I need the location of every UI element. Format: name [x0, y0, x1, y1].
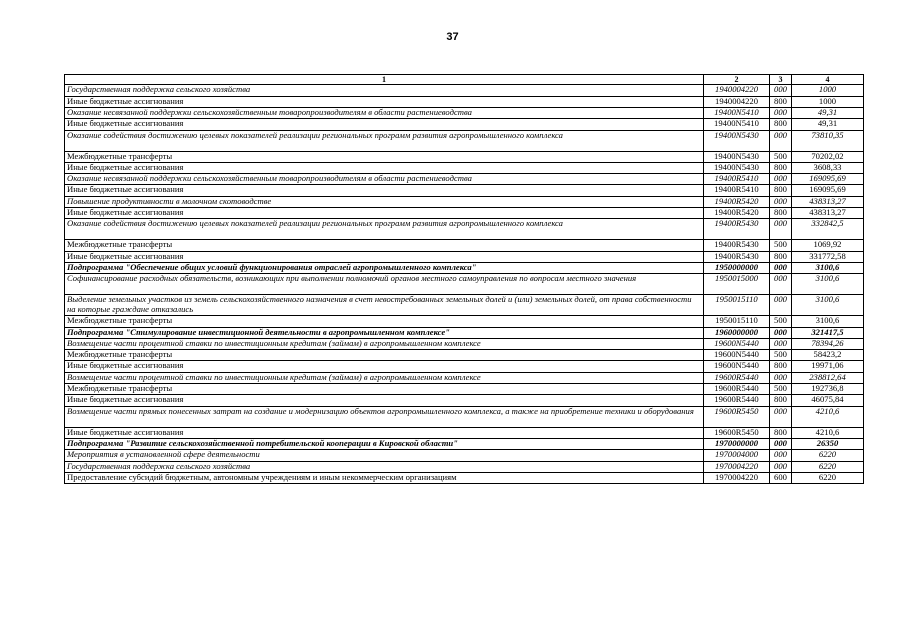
- table-row: [65, 185, 864, 196]
- row-expense-type: 600: [770, 472, 792, 483]
- table-row: [65, 406, 864, 427]
- row-name: Иные бюджетные ассигнования: [65, 395, 704, 406]
- table-row: [65, 251, 864, 262]
- row-expense-type: 000: [770, 406, 792, 427]
- row-amount: 4210,6: [792, 406, 864, 427]
- row-code: 19400R5420: [704, 208, 770, 219]
- row-code: 19600R5440: [704, 384, 770, 395]
- row-expense-type: 500: [770, 316, 792, 327]
- row-amount: 3608,33: [792, 162, 864, 173]
- row-code: 1950015000: [704, 274, 770, 295]
- row-code: 1970004220: [704, 472, 770, 483]
- row-expense-type: 000: [770, 262, 792, 273]
- row-name: Возмещение части процентной ставки по инвестиционным кредитам (займам) в агропромышленном комплексе: [65, 372, 704, 383]
- row-code: 19400N5410: [704, 108, 770, 119]
- row-amount: 3100,6: [792, 262, 864, 273]
- row-name: Повышение продуктивности в молочном скотоводстве: [65, 196, 704, 207]
- row-amount: 438313,27: [792, 196, 864, 207]
- row-amount: 3100,6: [792, 316, 864, 327]
- page-number: 37: [446, 31, 459, 43]
- table-row: [65, 119, 864, 130]
- row-name: Иные бюджетные ассигнования: [65, 427, 704, 438]
- row-name: Иные бюджетные ассигнования: [65, 208, 704, 219]
- row-name: Предоставление субсидий бюджетным, автономным учреждениям и иным некоммерческим организациям: [65, 472, 704, 483]
- table-row: [65, 472, 864, 483]
- table-row: [65, 295, 864, 316]
- row-code: 19600R5450: [704, 406, 770, 427]
- row-name: Оказание несвязанной поддержки сельскохозяйственным товаропроизводителям в области растениеводства: [65, 108, 704, 119]
- table-row: [65, 450, 864, 461]
- row-name: Межбюджетные трансферты: [65, 151, 704, 162]
- row-amount: 49,31: [792, 119, 864, 130]
- row-expense-type: 000: [770, 338, 792, 349]
- row-code: 19600N5440: [704, 338, 770, 349]
- row-amount: 6220: [792, 461, 864, 472]
- row-amount: 3100,6: [792, 295, 864, 316]
- table-header-row: [65, 75, 864, 85]
- table-row: [65, 361, 864, 372]
- table-row: [65, 262, 864, 273]
- row-name: Оказание несвязанной поддержки сельскохозяйственным товаропроизводителям в области растениеводства: [65, 174, 704, 185]
- table-row: [65, 85, 864, 96]
- row-name: Межбюджетные трансферты: [65, 316, 704, 327]
- row-amount: 6220: [792, 450, 864, 461]
- row-expense-type: 000: [770, 327, 792, 338]
- budget-table: [64, 74, 864, 484]
- row-name: Возмещение части прямых понесенных затрат на создание и модернизацию объектов агропромышленного комплекса, а также на приобретение техники и оборудования: [65, 406, 704, 427]
- row-code: 19400R5410: [704, 185, 770, 196]
- row-expense-type: 800: [770, 427, 792, 438]
- row-name: Иные бюджетные ассигнования: [65, 361, 704, 372]
- row-name: Иные бюджетные ассигнования: [65, 96, 704, 107]
- row-name: Подпрограмма "Развитие сельскохозяйственной потребительской кооперации в Кировской области": [65, 438, 704, 449]
- table-row: [65, 208, 864, 219]
- row-amount: 49,31: [792, 108, 864, 119]
- row-code: 1950015110: [704, 316, 770, 327]
- row-name: Межбюджетные трансферты: [65, 240, 704, 251]
- row-name: Возмещение части процентной ставки по инвестиционным кредитам (займам) в агропромышленном комплексе: [65, 338, 704, 349]
- row-code: 19400R5430: [704, 251, 770, 262]
- row-amount: 321417,5: [792, 327, 864, 338]
- row-expense-type: 800: [770, 208, 792, 219]
- table-row: [65, 327, 864, 338]
- row-expense-type: 000: [770, 85, 792, 96]
- row-code: 19400R5430: [704, 219, 770, 240]
- row-expense-type: 800: [770, 119, 792, 130]
- row-code: 19600R5440: [704, 372, 770, 383]
- row-code: 19600R5450: [704, 427, 770, 438]
- row-expense-type: 000: [770, 108, 792, 119]
- row-name: Выделение земельных участков из земель сельскохозяйственного назначения в счет невостребованных земельных долей и (или) земельных долей, от права собственности на которые граждане отказались: [65, 295, 704, 316]
- table-row: [65, 338, 864, 349]
- table-row: [65, 240, 864, 251]
- row-code: 19600R5440: [704, 395, 770, 406]
- header-col-2: 2: [704, 75, 770, 85]
- row-code: 19600N5440: [704, 350, 770, 361]
- row-name: Подпрограмма "Обеспечение общих условий функционирования отраслей агропромышленного комплекса": [65, 262, 704, 273]
- row-name: Оказание содействия достижению целевых показателей реализации региональных программ развития агропромышленного комплекса: [65, 130, 704, 151]
- table-row: [65, 174, 864, 185]
- row-code: 19600N5440: [704, 361, 770, 372]
- row-code: 19400N5410: [704, 119, 770, 130]
- row-amount: 3100,6: [792, 274, 864, 295]
- row-name: Иные бюджетные ассигнования: [65, 162, 704, 173]
- row-code: 19400R5420: [704, 196, 770, 207]
- row-amount: 331772,58: [792, 251, 864, 262]
- row-code: 1970004220: [704, 461, 770, 472]
- row-name: Иные бюджетные ассигнования: [65, 119, 704, 130]
- row-name: Государственная поддержка сельского хозяйства: [65, 85, 704, 96]
- table-row: [65, 219, 864, 240]
- row-expense-type: 000: [770, 174, 792, 185]
- table-row: [65, 438, 864, 449]
- row-name: Иные бюджетные ассигнования: [65, 185, 704, 196]
- row-amount: 26350: [792, 438, 864, 449]
- row-amount: 169095,69: [792, 185, 864, 196]
- table-row: [65, 316, 864, 327]
- row-amount: 78394,26: [792, 338, 864, 349]
- row-expense-type: 000: [770, 219, 792, 240]
- row-expense-type: 000: [770, 196, 792, 207]
- row-code: 1940004220: [704, 96, 770, 107]
- row-amount: 6220: [792, 472, 864, 483]
- row-amount: 169095,69: [792, 174, 864, 185]
- table-row: [65, 461, 864, 472]
- row-code: 19400N5430: [704, 130, 770, 151]
- header-col-1: 1: [65, 75, 704, 85]
- row-code: 1960000000: [704, 327, 770, 338]
- row-code: 1970000000: [704, 438, 770, 449]
- row-expense-type: 000: [770, 450, 792, 461]
- row-expense-type: 000: [770, 372, 792, 383]
- row-expense-type: 500: [770, 240, 792, 251]
- row-name: Иные бюджетные ассигнования: [65, 251, 704, 262]
- table-row: [65, 384, 864, 395]
- table-row: [65, 350, 864, 361]
- row-expense-type: 000: [770, 130, 792, 151]
- table-row: [65, 196, 864, 207]
- row-code: 1940004220: [704, 85, 770, 96]
- row-name: Государственная поддержка сельского хозяйства: [65, 461, 704, 472]
- table-row: [65, 162, 864, 173]
- row-amount: 19971,06: [792, 361, 864, 372]
- row-amount: 4210,6: [792, 427, 864, 438]
- row-code: 1970004000: [704, 450, 770, 461]
- row-name: Софинансирование расходных обязательств, возникающих при выполнении полномочий органов местного самоуправления по вопросам местного значения: [65, 274, 704, 295]
- row-name: Подпрограмма "Стимулирование инвестиционной деятельности в агропромышленном комплексе": [65, 327, 704, 338]
- table-row: [65, 130, 864, 151]
- header-col-4: 4: [792, 75, 864, 85]
- row-code: 19400R5410: [704, 174, 770, 185]
- row-name: Межбюджетные трансферты: [65, 350, 704, 361]
- row-amount: 238812,64: [792, 372, 864, 383]
- table-row: [65, 274, 864, 295]
- row-expense-type: 500: [770, 384, 792, 395]
- table-row: [65, 372, 864, 383]
- row-expense-type: 000: [770, 438, 792, 449]
- row-name: Межбюджетные трансферты: [65, 384, 704, 395]
- row-expense-type: 500: [770, 151, 792, 162]
- row-expense-type: 800: [770, 185, 792, 196]
- row-expense-type: 800: [770, 251, 792, 262]
- row-expense-type: 000: [770, 461, 792, 472]
- table-row: [65, 427, 864, 438]
- row-amount: 332842,5: [792, 219, 864, 240]
- row-expense-type: 000: [770, 295, 792, 316]
- row-code: 1950000000: [704, 262, 770, 273]
- row-amount: 1000: [792, 85, 864, 96]
- table-row: [65, 96, 864, 107]
- row-code: 19400R5430: [704, 240, 770, 251]
- row-amount: 1000: [792, 96, 864, 107]
- row-amount: 438313,27: [792, 208, 864, 219]
- table-row: [65, 395, 864, 406]
- row-name: Оказание содействия достижению целевых показателей реализации региональных программ развития агропромышленного комплекса: [65, 219, 704, 240]
- header-col-3: 3: [770, 75, 792, 85]
- row-code: 19400N5430: [704, 151, 770, 162]
- table-row: [65, 108, 864, 119]
- row-amount: 58423,2: [792, 350, 864, 361]
- table-row: [65, 151, 864, 162]
- row-name: Мероприятия в установленной сфере деятельности: [65, 450, 704, 461]
- row-expense-type: 000: [770, 274, 792, 295]
- row-amount: 1069,92: [792, 240, 864, 251]
- row-amount: 46075,84: [792, 395, 864, 406]
- row-expense-type: 800: [770, 162, 792, 173]
- row-expense-type: 800: [770, 96, 792, 107]
- row-expense-type: 500: [770, 350, 792, 361]
- row-amount: 73810,35: [792, 130, 864, 151]
- row-expense-type: 800: [770, 395, 792, 406]
- row-code: 19400N5430: [704, 162, 770, 173]
- row-expense-type: 800: [770, 361, 792, 372]
- row-code: 1950015110: [704, 295, 770, 316]
- row-amount: 70202,02: [792, 151, 864, 162]
- row-amount: 192736,8: [792, 384, 864, 395]
